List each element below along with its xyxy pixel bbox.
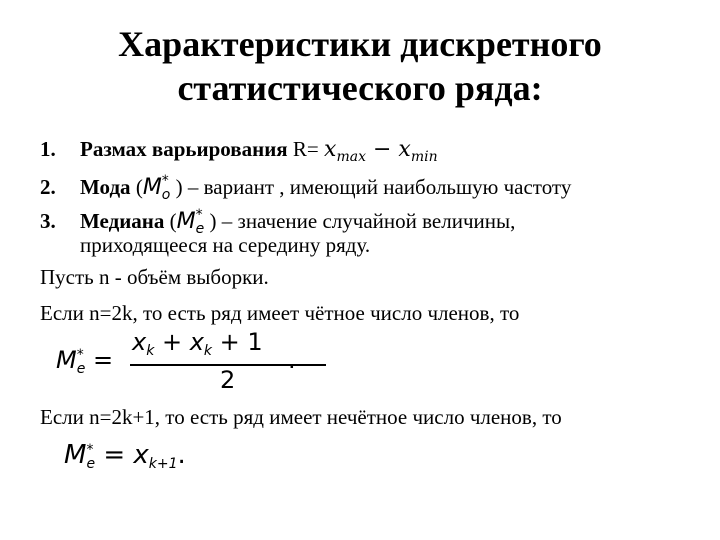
fraction-denominator: 2 [220,366,236,394]
formula-lhs: $M^*_e$ = [56,346,114,377]
term-median: Медиана [80,209,165,233]
median-odd-formula: $M^*_e = x_{k+1}$. [64,440,186,472]
formula-period: . [288,346,296,374]
median-symbol: $M^*_e$ [176,207,205,237]
median-even-formula [56,328,316,398]
formula-xmax: $x_{max}$ [324,137,366,165]
range-eq: R= [287,137,325,161]
paren-open: ( [130,175,143,199]
term-mode: Мода [80,175,131,199]
formula-xmin: $x_{min}$ [398,137,438,165]
mode-definition: ) – вариант , имеющий наибольшую частоту [170,175,572,199]
para-sample-size: Пусть n - объём выборки. [40,265,269,289]
list-number: 1. [40,137,56,161]
list-item-range [40,136,438,170]
slide-title: Характеристики дискретного статистического ряда: [118,24,602,108]
median-definition-cont: приходящееся на середину ряду. [80,233,371,257]
paren-open: ( [164,209,177,233]
list-number: 2. [40,175,56,199]
para-odd-case: Если n=2k+1, то есть ряд имеет нечётное число членов, то [40,405,562,429]
formula-minus: − [365,137,399,162]
median-definition: ) – значение случайной величины, [204,209,516,233]
term-range: Размах варьирования [80,137,288,161]
para-even-case: Если n=2k, то есть ряд имеет чётное число членов, то [40,301,520,325]
fraction-numerator: $x_k + x_k + 1$ [132,328,263,359]
list-number: 3. [40,209,56,233]
mode-symbol: $M^*_o$ [142,173,171,203]
